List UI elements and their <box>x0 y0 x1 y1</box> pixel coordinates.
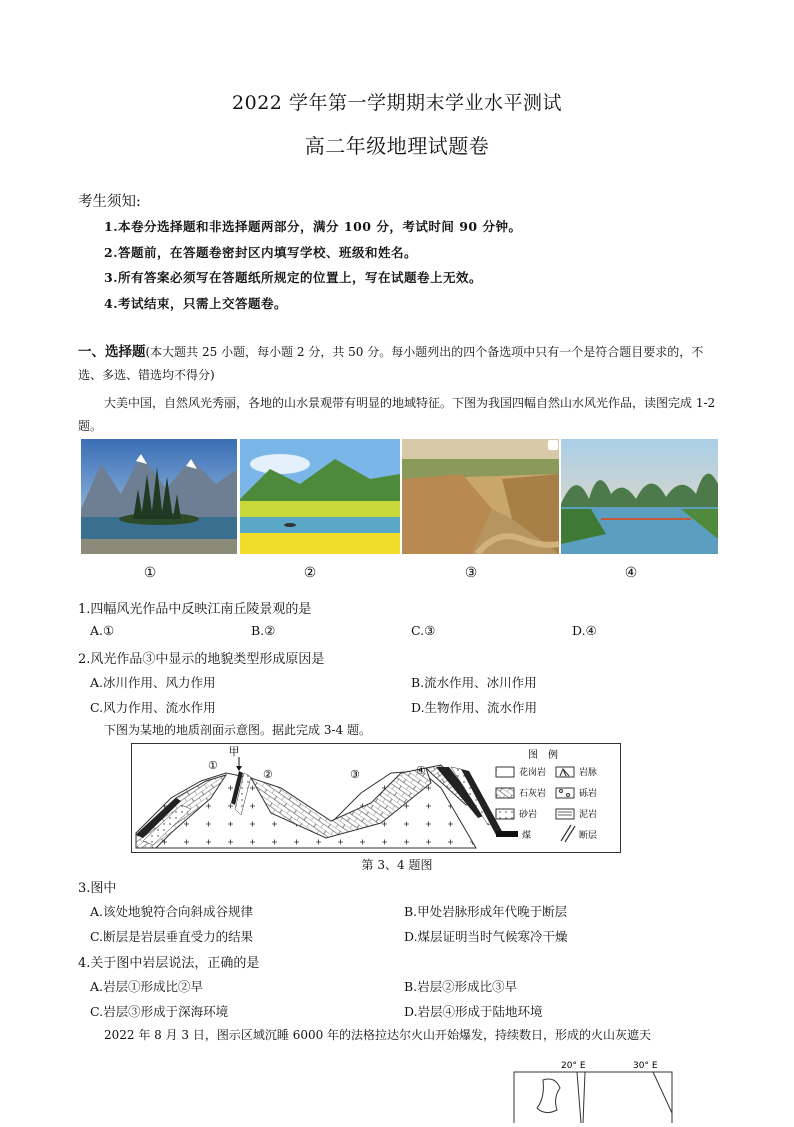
legend-sandstone: 砂岩 <box>519 810 538 820</box>
q2-option-c[interactable]: C.风力作用、流水作用 <box>90 700 216 715</box>
notice-item: 1.本卷分选择题和非选择题两部分，满分 100 分，考试时间 90 分钟。 <box>104 219 522 234</box>
legend-dike: 岩脉 <box>579 768 598 778</box>
layer-label-3: ③ <box>350 768 360 781</box>
legend-mudstone: 泥岩 <box>579 810 598 820</box>
section-label: 一、选择题 <box>78 344 146 360</box>
layer-label-4: ④ <box>416 764 426 777</box>
geologic-profile-figure <box>131 743 621 853</box>
q4-option-b[interactable]: B.岩层②形成比③早 <box>404 979 518 994</box>
notice-item: 2.答题前，在答题卷密封区内填写学校、班级和姓名。 <box>104 245 418 260</box>
photo-label-3: ③ <box>464 565 478 581</box>
legend-coal: 煤 <box>522 831 532 841</box>
lon-label-30e: 30° E <box>633 1061 658 1071</box>
section-header <box>78 341 718 387</box>
legend-conglomerate: 砾岩 <box>579 789 598 799</box>
q4-option-d[interactable]: D.岩层④形成于陆地环境 <box>404 1004 543 1019</box>
intro-paragraph-2: 下图为某地的地质剖面示意图。据此完成 3-4 题。 <box>104 723 371 737</box>
photo-4-karst-river <box>561 439 718 554</box>
photo-label-2: ② <box>303 565 317 581</box>
q1-option-d[interactable]: D.④ <box>572 623 597 638</box>
question-2-stem: 2.风光作品③中显示的地貌类型形成原因是 <box>78 652 325 667</box>
q1-option-a[interactable]: A.① <box>90 623 115 638</box>
legend-fault: 断层 <box>579 831 598 841</box>
intro-paragraph-3: 2022 年 8 月 3 日，图示区域沉睡 6000 年的法格拉达尔火山开始爆发，持续数日，形成的火山灰遮天 <box>104 1028 652 1042</box>
photo-1-mountain-lake <box>81 439 237 554</box>
photo-3-loess-gully <box>402 439 559 554</box>
layer-label-1: ① <box>208 759 218 772</box>
q4-option-c[interactable]: C.岩层③形成于深海环境 <box>90 1004 229 1019</box>
figure-caption: 第 3、4 题图 <box>361 858 433 872</box>
layer-label-2: ② <box>263 768 273 781</box>
notice-heading: 考生须知: <box>78 194 141 210</box>
photo-label-4: ④ <box>624 565 638 581</box>
legend-title: 图 例 <box>528 750 558 761</box>
question-4-stem: 4.关于图中岩层说法，正确的是 <box>78 956 260 971</box>
section-desc: (本大题共 25 小题，每小题 2 分，共 50 分。每小题列出的四个备选项中只有一个是符合题目要求的，不选、多选、错选均不得分) <box>78 345 704 382</box>
page-title: 2022 学年第一学期期末学业水平测试 <box>232 92 562 114</box>
notice-item: 3.所有答案必须写在答题纸所规定的位置上，写在试题卷上无效。 <box>104 270 483 285</box>
notice-item: 4.考试结束，只需上交答题卷。 <box>104 296 288 311</box>
photo-2-rapeseed-fields <box>240 439 400 554</box>
marker-jia: 甲 <box>228 745 240 758</box>
legend-limestone: 石灰岩 <box>519 789 547 799</box>
intro-paragraph-1: 大美中国，自然风光秀丽，各地的山水景观带有明显的地域特征。下图为我国四幅自然山水风光作品，读图完成 1-2 题。 <box>78 396 716 433</box>
q2-option-d[interactable]: D.生物作用、流水作用 <box>411 700 538 715</box>
question-1-stem: 1.四幅风光作品中反映江南丘陵景观的是 <box>78 602 312 617</box>
q3-option-d[interactable]: D.煤层证明当时气候寒冷干燥 <box>404 929 568 944</box>
lon-label-20e: 20° E <box>561 1061 586 1071</box>
photo-label-1: ① <box>143 565 157 581</box>
q3-option-b[interactable]: B.甲处岩脉形成年代晚于断层 <box>404 904 568 919</box>
q1-option-b[interactable]: B.② <box>251 623 276 638</box>
q2-option-b[interactable]: B.流水作用、冰川作用 <box>411 675 537 690</box>
page-subtitle: 高二年级地理试题卷 <box>304 134 490 158</box>
q4-option-a[interactable]: A.岩层①形成比②早 <box>90 979 204 994</box>
question-3-stem: 3.图中 <box>78 881 117 896</box>
q1-option-c[interactable]: C.③ <box>411 623 436 638</box>
q3-option-c[interactable]: C.断层是岩层垂直受力的结果 <box>90 929 254 944</box>
q2-option-a[interactable]: A.冰川作用、风力作用 <box>90 675 216 690</box>
legend-granite: 花岗岩 <box>519 768 547 778</box>
q3-option-a[interactable]: A.该处地貌符合向斜成谷规律 <box>90 904 254 919</box>
volcano-map-partial <box>505 1058 680 1123</box>
